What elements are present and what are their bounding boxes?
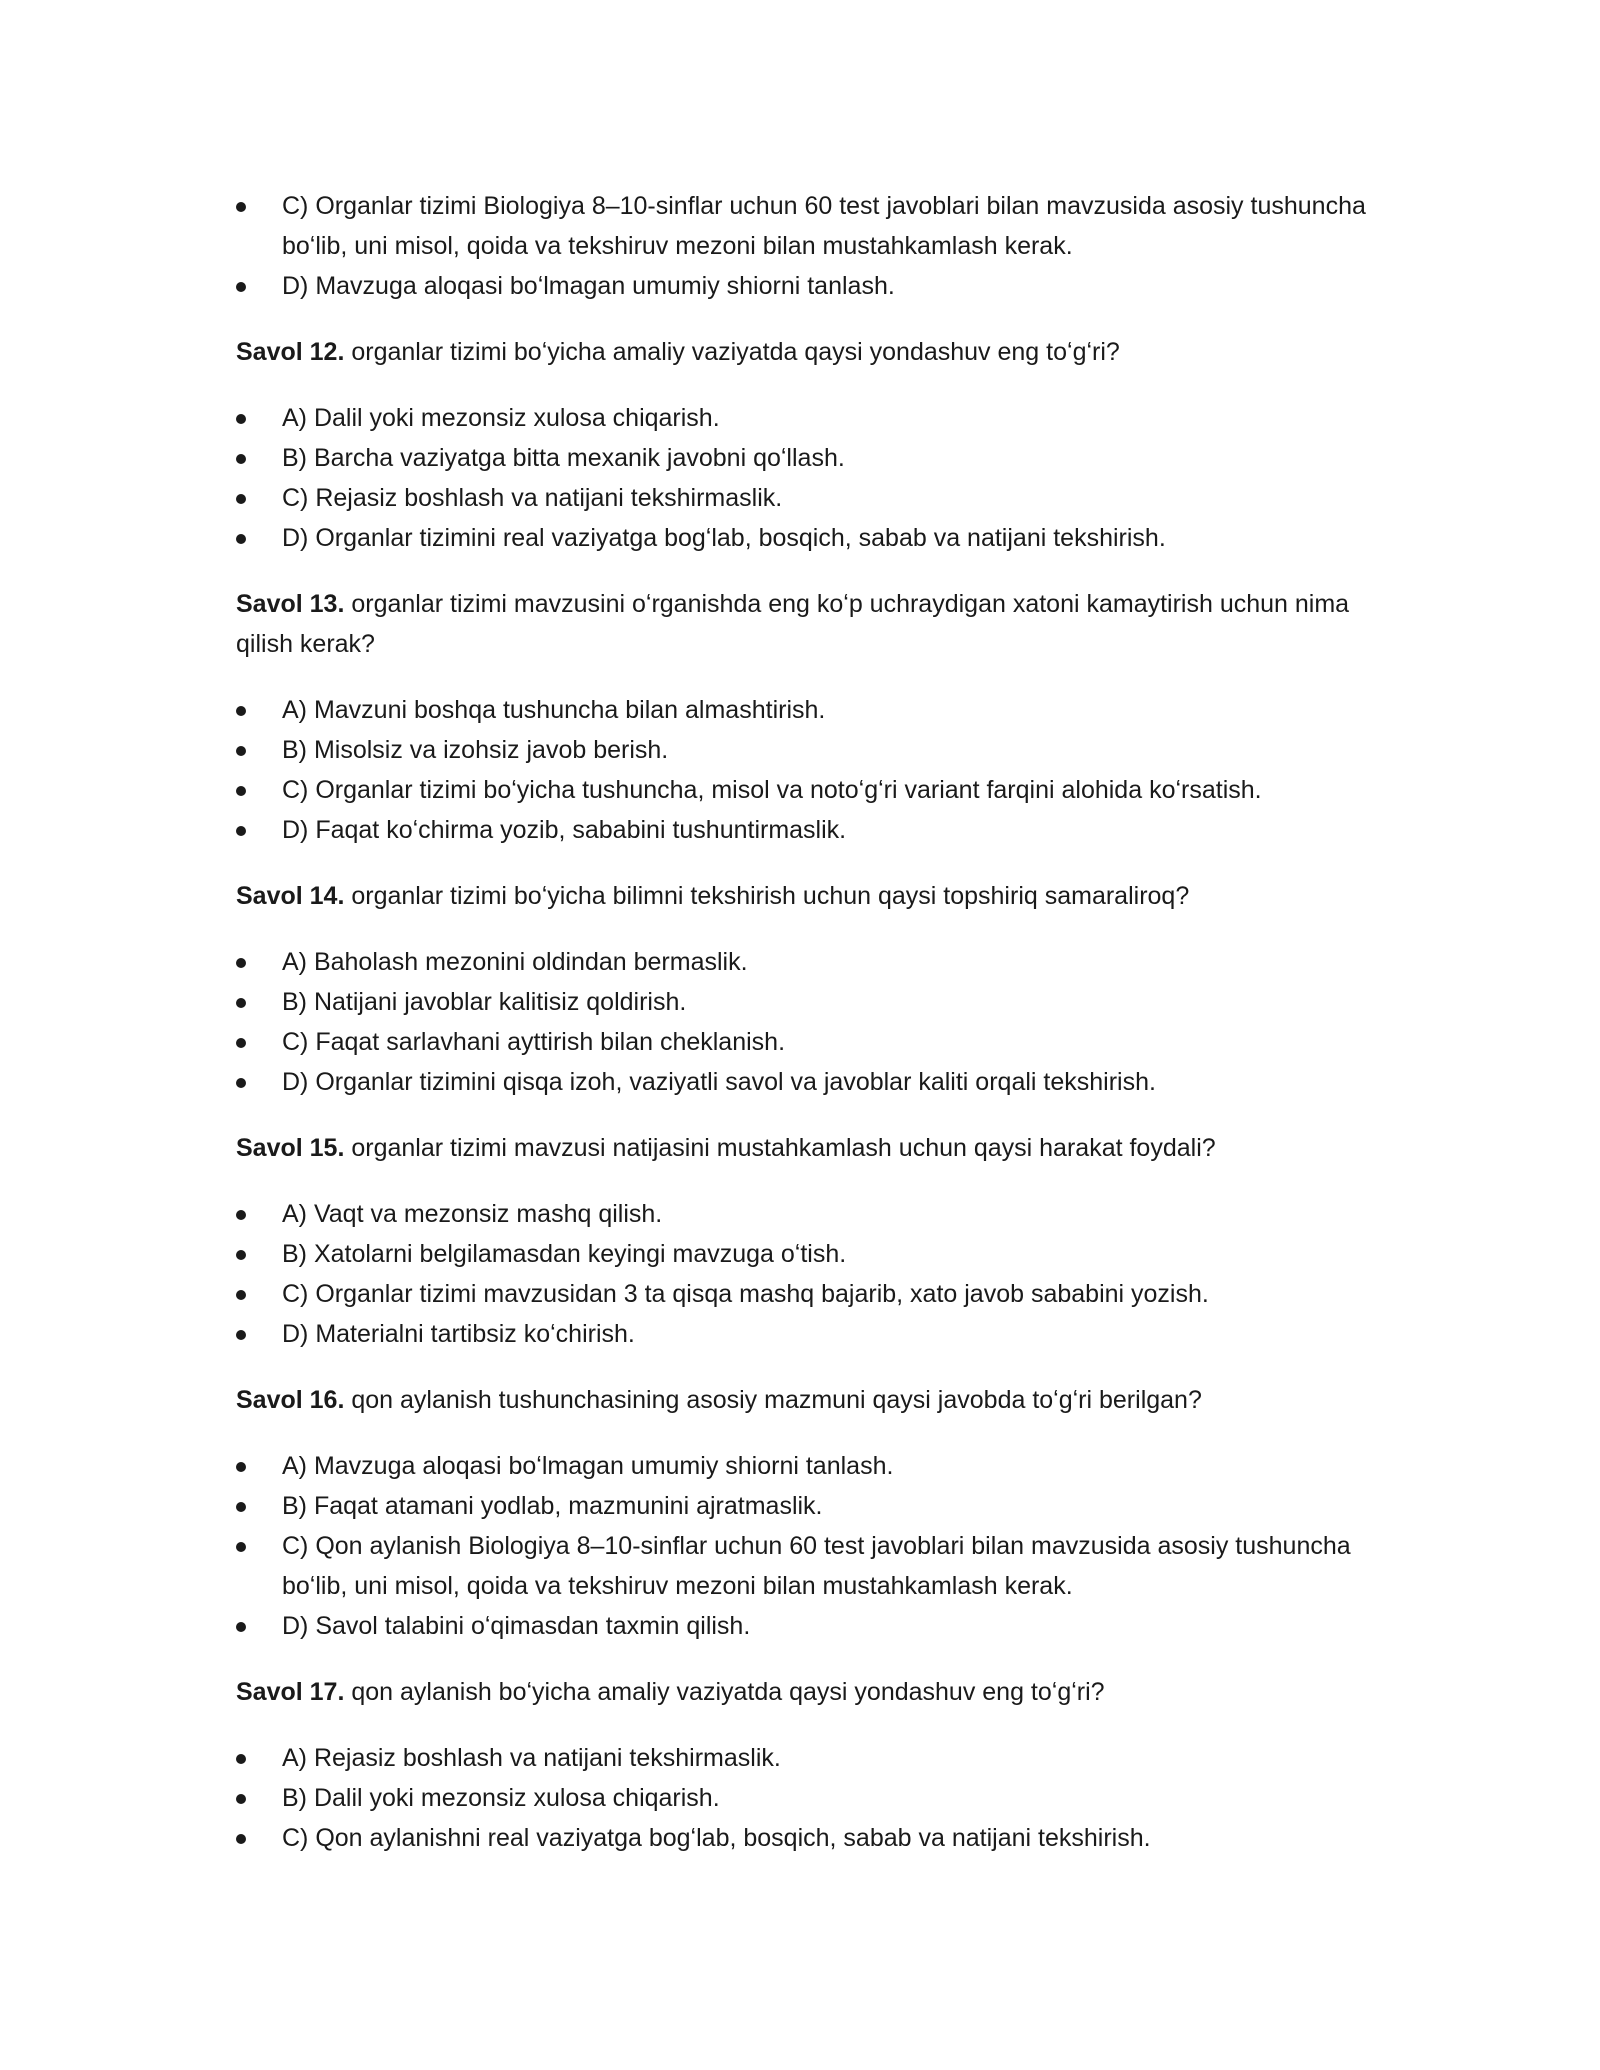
question-heading	[236, 1128, 1376, 1168]
option-text: B) Barcha vaziyatga bitta mexanik javobni qoʻllash.	[282, 444, 845, 472]
option-item	[236, 438, 1376, 478]
question-label: Savol 13.	[236, 590, 345, 618]
bullet-icon	[236, 706, 246, 716]
bullet-icon	[236, 958, 246, 968]
option-item	[236, 1446, 1376, 1486]
option-list	[236, 1446, 1376, 1646]
question-text: qon aylanish boʻyicha amaliy vaziyatda qaysi yondashuv eng toʻgʻri?	[351, 1678, 1105, 1706]
option-text: C) Organlar tizimi mavzusidan 3 ta qisqa mashq bajarib, xato javob sababini yozish.	[282, 1280, 1209, 1308]
bullet-icon	[236, 998, 246, 1008]
question-text: organlar tizimi boʻyicha bilimni tekshirish uchun qaysi topshiriq samaraliroq?	[351, 882, 1190, 910]
option-text: A) Baholash mezonini oldindan bermaslik.	[282, 948, 748, 976]
option-list	[236, 398, 1376, 558]
option-text: D) Materialni tartibsiz koʻchirish.	[282, 1320, 635, 1348]
bullet-icon	[236, 1754, 246, 1764]
question-block	[236, 1380, 1376, 1646]
option-item	[236, 398, 1376, 438]
bullet-icon	[236, 202, 246, 212]
option-text: C) Organlar tizimi Biologiya 8–10-sinflar uchun 60 test javoblari bilan mavzusida asosiy tushuncha boʻlib, uni misol, qoida va tekshiruv mezoni bilan mustahkamlash kerak.	[282, 192, 1366, 260]
question-block	[236, 1128, 1376, 1354]
question-label: Savol 17.	[236, 1678, 345, 1706]
bullet-icon	[236, 1210, 246, 1220]
bullet-icon	[236, 1078, 246, 1088]
option-item	[236, 770, 1376, 810]
option-list	[236, 1194, 1376, 1354]
option-item	[236, 942, 1376, 982]
bullet-icon	[236, 1502, 246, 1512]
option-text: A) Mavzuga aloqasi boʻlmagan umumiy shiorni tanlash.	[282, 1452, 894, 1480]
option-list	[236, 942, 1376, 1102]
question-label: Savol 14.	[236, 882, 345, 910]
bullet-icon	[236, 414, 246, 424]
bullet-icon	[236, 534, 246, 544]
question-heading	[236, 1380, 1376, 1420]
option-text: A) Rejasiz boshlash va natijani tekshirmaslik.	[282, 1744, 781, 1772]
option-item	[236, 1526, 1376, 1606]
option-item	[236, 1606, 1376, 1646]
option-text: C) Rejasiz boshlash va natijani tekshirmaslik.	[282, 484, 783, 512]
question-label: Savol 12.	[236, 338, 345, 366]
option-item	[236, 1194, 1376, 1234]
bullet-icon	[236, 786, 246, 796]
option-text: B) Natijani javoblar kalitisiz qoldirish.	[282, 988, 687, 1016]
option-item	[236, 266, 1376, 306]
bullet-icon	[236, 1462, 246, 1472]
option-text: C) Organlar tizimi boʻyicha tushuncha, misol va notoʻgʻri variant farqini alohida koʻrsatish.	[282, 776, 1262, 804]
option-item	[236, 1818, 1376, 1858]
option-text: B) Misolsiz va izohsiz javob berish.	[282, 736, 669, 764]
question-label: Savol 15.	[236, 1134, 345, 1162]
option-text: A) Dalil yoki mezonsiz xulosa chiqarish.	[282, 404, 720, 432]
question-text: organlar tizimi mavzusini oʻrganishda eng koʻp uchraydigan xatoni kamaytirish uchun nima qilish kerak?	[236, 590, 1350, 658]
option-text: B) Faqat atamani yodlab, mazmunini ajratmaslik.	[282, 1492, 823, 1520]
option-text: C) Qon aylanish Biologiya 8–10-sinflar uchun 60 test javoblari bilan mavzusida asosiy tushuncha boʻlib, uni misol, qoida va tekshiruv mezoni bilan mustahkamlash kerak.	[282, 1532, 1351, 1600]
bullet-icon	[236, 1038, 246, 1048]
option-item	[236, 1234, 1376, 1274]
bullet-icon	[236, 1622, 246, 1632]
option-text: D) Organlar tizimini real vaziyatga bogʻlab, bosqich, sabab va natijani tekshirish.	[282, 524, 1166, 552]
bullet-icon	[236, 1330, 246, 1340]
option-item	[236, 1738, 1376, 1778]
question-block	[236, 584, 1376, 850]
option-item	[236, 690, 1376, 730]
option-item	[236, 1314, 1376, 1354]
option-item	[236, 1062, 1376, 1102]
intro-option-list	[236, 186, 1376, 306]
question-text: organlar tizimi boʻyicha amaliy vaziyatda qaysi yondashuv eng toʻgʻri?	[351, 338, 1120, 366]
question-label: Savol 16.	[236, 1386, 345, 1414]
option-text: B) Dalil yoki mezonsiz xulosa chiqarish.	[282, 1784, 720, 1812]
option-text: B) Xatolarni belgilamasdan keyingi mavzuga oʻtish.	[282, 1240, 847, 1268]
option-list	[236, 1738, 1376, 1858]
bullet-icon	[236, 454, 246, 464]
option-text: A) Mavzuni boshqa tushuncha bilan almashtirish.	[282, 696, 826, 724]
option-item	[236, 1778, 1376, 1818]
option-list	[236, 690, 1376, 850]
option-text: D) Faqat koʻchirma yozib, sababini tushuntirmaslik.	[282, 816, 847, 844]
bullet-icon	[236, 1542, 246, 1552]
question-heading	[236, 584, 1376, 664]
question-block	[236, 332, 1376, 558]
question-block	[236, 876, 1376, 1102]
document-page	[236, 186, 1376, 1858]
option-text: C) Faqat sarlavhani ayttirish bilan cheklanish.	[282, 1028, 786, 1056]
question-text: organlar tizimi mavzusi natijasini mustahkamlash uchun qaysi harakat foydali?	[351, 1134, 1216, 1162]
bullet-icon	[236, 282, 246, 292]
option-item	[236, 1486, 1376, 1526]
option-text: C) Qon aylanishni real vaziyatga bogʻlab, bosqich, sabab va natijani tekshirish.	[282, 1824, 1151, 1852]
bullet-icon	[236, 1794, 246, 1804]
option-item	[236, 1022, 1376, 1062]
option-item	[236, 982, 1376, 1022]
option-text: A) Vaqt va mezonsiz mashq qilish.	[282, 1200, 663, 1228]
option-text: D) Savol talabini oʻqimasdan taxmin qilish.	[282, 1612, 751, 1640]
question-heading	[236, 332, 1376, 372]
option-text: D) Organlar tizimini qisqa izoh, vaziyatli savol va javoblar kaliti orqali tekshirish.	[282, 1068, 1156, 1096]
option-item	[236, 810, 1376, 850]
option-item	[236, 1274, 1376, 1314]
question-heading	[236, 876, 1376, 916]
question-text: qon aylanish tushunchasining asosiy mazmuni qaysi javobda toʻgʻri berilgan?	[351, 1386, 1202, 1414]
question-block	[236, 1672, 1376, 1858]
bullet-icon	[236, 826, 246, 836]
option-item	[236, 518, 1376, 558]
bullet-icon	[236, 746, 246, 756]
option-item	[236, 186, 1376, 266]
option-item	[236, 730, 1376, 770]
bullet-icon	[236, 1250, 246, 1260]
bullet-icon	[236, 1290, 246, 1300]
option-text: D) Mavzuga aloqasi boʻlmagan umumiy shiorni tanlash.	[282, 272, 895, 300]
bullet-icon	[236, 1834, 246, 1844]
option-item	[236, 478, 1376, 518]
bullet-icon	[236, 494, 246, 504]
question-heading	[236, 1672, 1376, 1712]
